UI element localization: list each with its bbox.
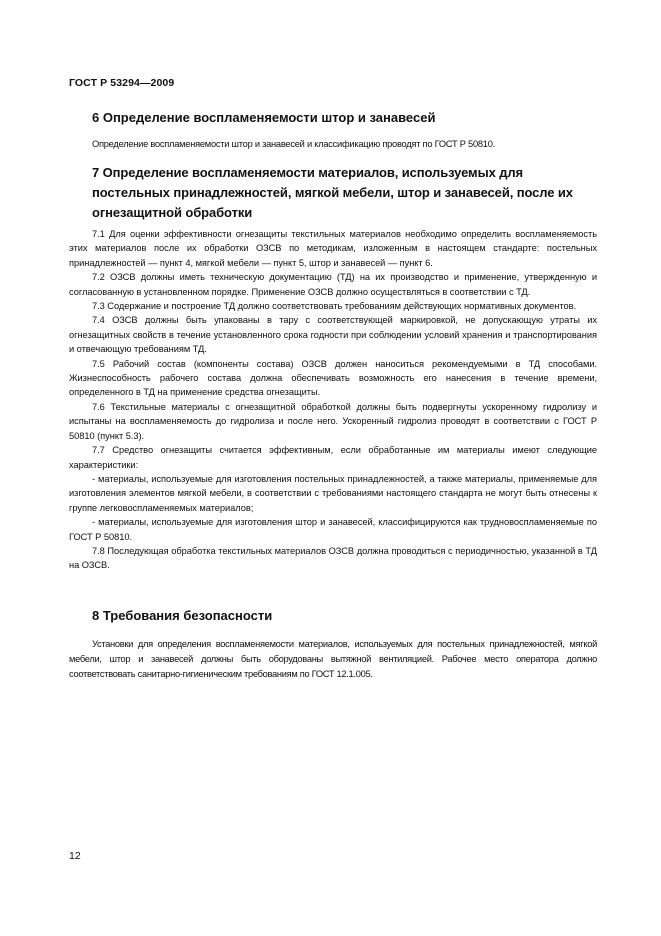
section-7-heading: 7 Определение воспламеняемости материалов, используемых для постельных принадлежностей, мягкой мебели, штор и занавесей, после их огнезащитной обработки [92, 165, 573, 220]
section-6-text: Определение воспламеняемости штор и занавесей и классификацию проводят по ГОСТ Р 50810. [92, 139, 495, 149]
paragraph-7-4: 7.4 ОЗСВ должны быть упакованы в тару с соответствующей маркировкой, не допускающую утраты их огнезащитных свойств в течение установленного срока годности при соблюдении условий хранения и транспортирования и отвечающую требованиям ТД. [69, 315, 597, 355]
list-item-bedding-furniture: - материалы, используемые для изготовления постельных принадлежностей, а также материалы, применяемые для изготовления элементов мягкой мебели, в соответствии с требованиями настоящего стандарта не могут быть отнесены к группе легковоспламеняемых материалов; [69, 473, 597, 513]
paragraph-7-6: 7.6 Текстильные материалы с огнезащитной обработкой должны быть подвергнуты ускоренному гидролизу и испытаны на воспламеняемость до гидролиза и после него. Ускоренный гидролиз проводят в соответствии с ГОСТ Р 50810 (пункт 5.3). [69, 401, 597, 441]
paragraph-7-8: 7.8 Последующая обработка текстильных материалов ОЗСВ должна проводиться с периодичностью, указанной в ТД на ОЗСВ. [69, 545, 597, 571]
paragraph-7-1: 7.1 Для оценки эффективности огнезащиты текстильных материалов необходимо определить воспламеняемость этих материалов после их обработки ОЗСВ по методикам, изложенным в настоящем стандарте: постельных принадлежностей — пункт 4, мягкой мебели — пункт 5, штор и занавесей — пункт 6. [69, 229, 597, 268]
section-8-heading: 8 Требования безопасности [92, 608, 273, 623]
section-7-body [69, 227, 597, 573]
page-number: 12 [69, 850, 81, 862]
list-item-curtains: - материалы, используемые для изготовления штор и занавесей, классифицируются как трудновоспламеняемые по ГОСТ Р 50810. [69, 517, 597, 542]
paragraph-7-5: 7.5 Рабочий состав (компоненты состава) ОЗСВ должен наноситься рекомендуемыми в ТД способами. Жизнеспособность рабочего состава должна обеспечивать возможность его нанесения в течение времени, определенного в ТД на применение средства огнезащиты. [69, 358, 597, 398]
paragraph-7-7: 7.7 Средство огнезащиты считается эффективным, если обработанные им материалы имеют следующие характеристики: [69, 445, 597, 470]
document-id: ГОСТ Р 53294—2009 [69, 77, 175, 89]
paragraph-7-3: 7.3 Содержание и построение ТД должно соответствовать требованиям действующих нормативных документов. [92, 301, 576, 312]
section-8-text: Установки для определения воспламеняемости материалов, используемых для постельных принадлежностей, мягкой мебели, штор и занавесей должны быть оборудованы вытяжной вентиляцией. Рабочее место оператора должно соответствовать санитарно-гигиеническим требованиям по ГОСТ 12.1.005. [69, 639, 597, 679]
section-6-heading: 6 Определение воспламеняемости штор и занавесей [92, 110, 436, 125]
paragraph-7-2: 7.2 ОЗСВ должны иметь техническую документацию (ТД) на их производство и применение, утвержденную и согласованную в установленном порядке. Применение ОЗСВ должно осуществляться в соответствии с ТД. [69, 272, 597, 297]
